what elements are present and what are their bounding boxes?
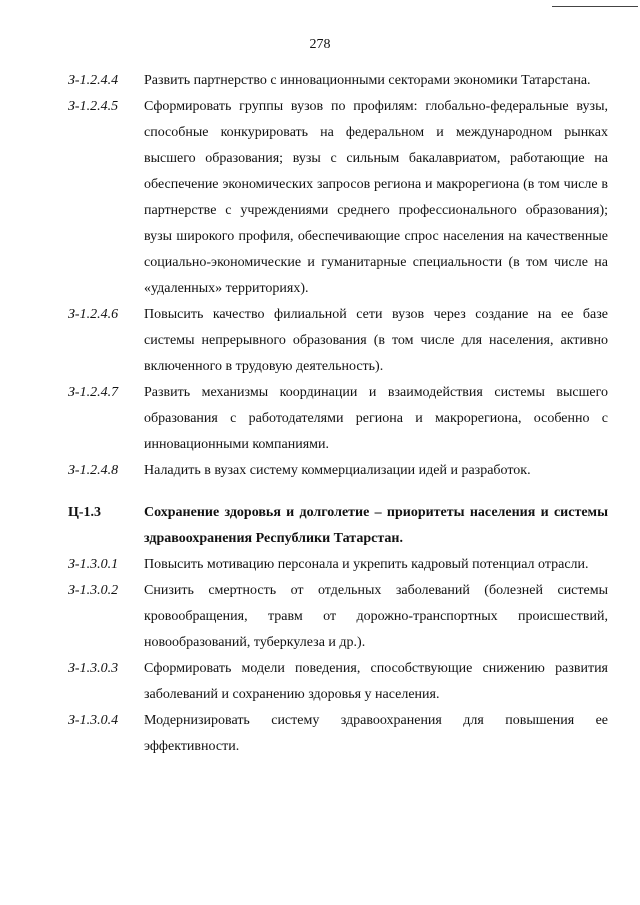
task-text: Наладить в вузах систему коммерциализации идей и разработок. <box>144 463 531 478</box>
page-number: 278 <box>309 37 331 52</box>
task-text: Сформировать группы вузов по профилям: глобально-федеральные вузы, способные конкурировать на федеральном и международном рынках высшего образования; вузы с сильным бакалавриатом, работающие на обеспечение экономических запросов региона и макрорегиона (в том числе в партнерстве с учреждениями среднего профессионального образования); вузы широкого профиля, обеспечивающие спрос населения на качественные социально-экономические и гуманитарные специальности (в том числе на «удаленных» территориях). <box>144 99 608 296</box>
top-rule <box>552 6 638 7</box>
task-item <box>68 94 608 302</box>
task-text: Сформировать модели поведения, способствующие снижению развития заболеваний и сохранению здоровья у населения. <box>144 661 608 702</box>
task-code: З-1.2.4.6 <box>68 307 119 322</box>
task-item <box>68 302 608 380</box>
task-code: З-1.3.0.2 <box>68 583 119 598</box>
task-text: Повысить качество филиальной сети вузов через создание на ее базе системы непрерывного образования (в том числе для населения, активно включенного в трудовую деятельность). <box>144 307 608 374</box>
task-item <box>68 708 608 760</box>
task-item <box>68 380 608 458</box>
goal-title: Сохранение здоровья и долголетие – приоритеты населения и системы здравоохранения Республики Татарстан. <box>144 505 608 546</box>
task-code: З-1.2.4.8 <box>68 463 119 478</box>
task-code: З-1.3.0.3 <box>68 661 119 676</box>
document-body <box>68 68 608 760</box>
task-item <box>68 578 608 656</box>
task-code: З-1.2.4.7 <box>68 385 119 400</box>
task-code: З-1.2.4.4 <box>68 73 119 88</box>
task-item <box>68 458 608 484</box>
task-text: Модернизировать систему здравоохранения для повышения ее эффективности. <box>144 713 608 754</box>
task-text: Повысить мотивацию персонала и укрепить кадровый потенциал отрасли. <box>144 557 589 572</box>
goal-section <box>68 500 608 552</box>
task-code: З-1.3.0.1 <box>68 557 119 572</box>
goal-code: Ц-1.3 <box>68 505 102 520</box>
task-text: Развить механизмы координации и взаимодействия системы высшего образования с работодателями региона и макрорегиона, особенно с инновационными компаниями. <box>144 385 608 452</box>
task-code: З-1.2.4.5 <box>68 99 119 114</box>
task-item <box>68 656 608 708</box>
task-text: Развить партнерство с инновационными секторами экономики Татарстана. <box>144 73 591 88</box>
task-item <box>68 552 608 578</box>
task-text: Снизить смертность от отдельных заболеваний (болезней системы кровообращения, травм от дорожно-транспортных происшествий, новообразований, туберкулеза и др.). <box>144 583 608 650</box>
task-code: З-1.3.0.4 <box>68 713 119 728</box>
task-item <box>68 68 608 94</box>
